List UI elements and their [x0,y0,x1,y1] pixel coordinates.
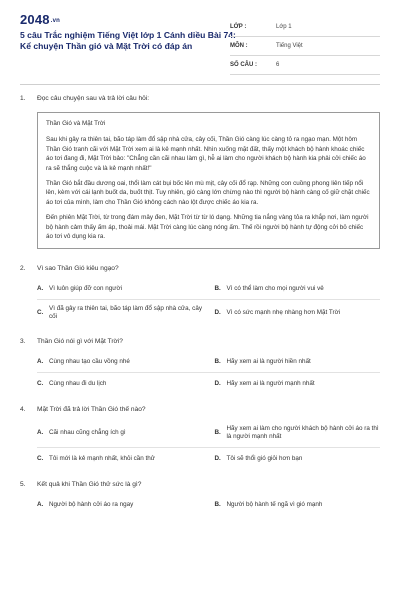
option-c[interactable] [37,448,205,469]
option-letter: A. [37,429,44,437]
option-c[interactable] [37,373,205,394]
option-text: Cùng nhau đi du lịch [49,379,107,387]
options-q2-row2 [37,300,380,326]
question-text: Kết quả khi Thần Gió thử sức là gì? [37,481,142,489]
worksheet-header [20,12,380,78]
passage-paragraph: Sau khi gây ra thiên tai, bão táp làm đổ sập nhà cửa, cây cối, Thần Gió càng lúc càng tỏ ra ngạo mạn. Một hôm Thần Gió tranh cãi với Mặt Trời xem ai là kẻ mạnh nhất. Nhìn xuống mặt đất, thấy một khách bộ hành khoác chiếc áo tơi đang đi, Mặt Trời bảo: "Chẳng cần cãi nhau làm gì, hễ ai làm cho người khách bộ hành kia phải cởi chiếc áo ra sẽ thắng cuộc và là kẻ mạnh nhất!" [46,136,366,172]
option-b[interactable] [213,278,381,299]
option-letter: D. [214,309,221,317]
option-text: Vì có sức mạnh nhẹ nhàng hơn Mặt Trời [226,309,341,317]
question-5 [20,481,380,488]
passage-title: Thần Gió và Mặt Trời [46,120,106,127]
question-text: Vì sao Thần Gió kiêu ngạo? [37,265,119,273]
info-value: Tiếng Việt [276,43,303,49]
options-q3-row2 [37,373,380,394]
option-letter: C. [37,379,44,387]
document-title: 5 câu Trắc nghiệm Tiếng Việt lớp 1 Cánh diều Bài 74: Kể chuyện Thần gió và Mặt Trời có đáp án [20,30,236,51]
option-letter: C. [37,309,44,317]
info-panel [230,18,380,75]
option-letter: B. [214,357,221,365]
option-text: Vì đã gây ra thiên tai, bão táp làm đổ sập nhà cửa, cây cối [49,304,202,321]
option-b[interactable] [213,351,381,372]
logo-text: 2048 [20,12,50,27]
option-a[interactable] [37,278,205,299]
info-key: MÔN : [230,43,248,49]
info-row-count [230,56,380,75]
option-text: Người bộ hành cởi áo ra ngay [49,500,134,508]
info-row-grade [230,18,380,37]
option-text: Cùng nhau tạo cầu vồng nhé [49,357,130,365]
option-letter: A. [37,357,44,365]
option-a[interactable] [37,419,205,447]
question-3 [20,338,380,345]
option-letter: A. [37,284,44,292]
option-letter: B. [214,429,221,437]
option-c[interactable] [37,300,205,326]
option-letter: D. [214,379,221,387]
story-passage [37,112,380,249]
question-number: 1. [20,95,26,102]
option-text: Cãi nhau cũng chẳng ích gì [49,429,126,437]
option-d[interactable] [213,448,381,469]
option-d[interactable] [213,373,381,394]
option-text: Tôi sẽ thổi gió giỏi hơn bạn [226,454,303,462]
options-q5 [37,494,380,515]
option-text: Vì luôn giúp đỡ con người [49,284,123,292]
option-text: Hãy xem ai là người mạnh nhất [226,379,315,387]
option-text: Tôi mới là kẻ mạnh nhất, khỏi cần thử [49,454,155,462]
option-letter: C. [37,454,44,462]
passage-paragraph: Thần Gió bắt đầu dương oai, thổi làm cát bụi bốc lên mù mịt, cây cối đổ rạp. Những con cuồng phong liên tiếp nổi lên, kèm với cái lạnh buốt da, buốt thịt. Tuy nhiên, gió càng lớn chừng nào thì người bộ hành càng cố giữ chặt chiếc áo tơi của mình, làm cho Thần Gió không cách nào lột được chiếc áo kia ra. [46,180,370,206]
options-q4 [37,419,380,447]
question-number: 3. [20,338,26,346]
question-text: Đọc câu chuyện sau và trả lời câu hỏi: [37,95,150,102]
option-b[interactable] [213,494,381,515]
option-text: Vì có thể làm cho mọi người vui vẻ [226,284,324,292]
question-1 [20,95,380,102]
question-number: 4. [20,406,26,414]
options-q4-row2 [37,448,380,469]
info-row-subject [230,37,380,56]
option-text: Hãy xem ai là người hiền nhất [226,357,311,365]
question-4 [20,406,380,413]
header-divider [20,84,380,85]
option-b[interactable] [213,419,381,447]
question-text: Thần Gió nói gì với Mặt Trời? [37,338,123,346]
option-letter: B. [214,284,221,292]
option-text: Hãy xem ai làm cho người khách bộ hành cởi áo ra thì là người mạnh nhất [226,424,379,441]
info-key: LỚP : [230,24,247,30]
info-value: 6 [276,62,280,68]
options-q3 [37,351,380,372]
option-d[interactable] [213,300,381,326]
options-q2 [37,278,380,299]
question-2 [20,265,380,272]
question-number: 5. [20,481,26,489]
option-letter: D. [214,454,221,462]
logo-suffix: .vn [50,17,61,24]
option-a[interactable] [37,351,205,372]
option-letter: A. [37,500,44,508]
question-text: Mặt Trời đã trả lời Thần Gió thế nào? [37,406,146,414]
info-value: Lớp 1 [276,24,292,30]
option-text: Người bộ hành tế ngã vì gió mạnh [226,500,323,508]
info-key: SỐ CÂU : [230,62,257,68]
option-a[interactable] [37,494,205,515]
option-letter: B. [214,500,221,508]
question-number: 2. [20,265,26,273]
passage-paragraph: Đến phiên Mặt Trời, từ trong đám mây đen, Mặt Trời từ từ ló dạng. Những tia nắng vàng tỏa ra khắp nơi, làm người bộ hành cảm thấy ấm áp, thoải mái. Mặt Trời càng lúc càng nóng ấm. Thế rồi người bộ hành tự động cởi bỏ chiếc áo tơi vô dụng kia ra. [46,214,369,241]
